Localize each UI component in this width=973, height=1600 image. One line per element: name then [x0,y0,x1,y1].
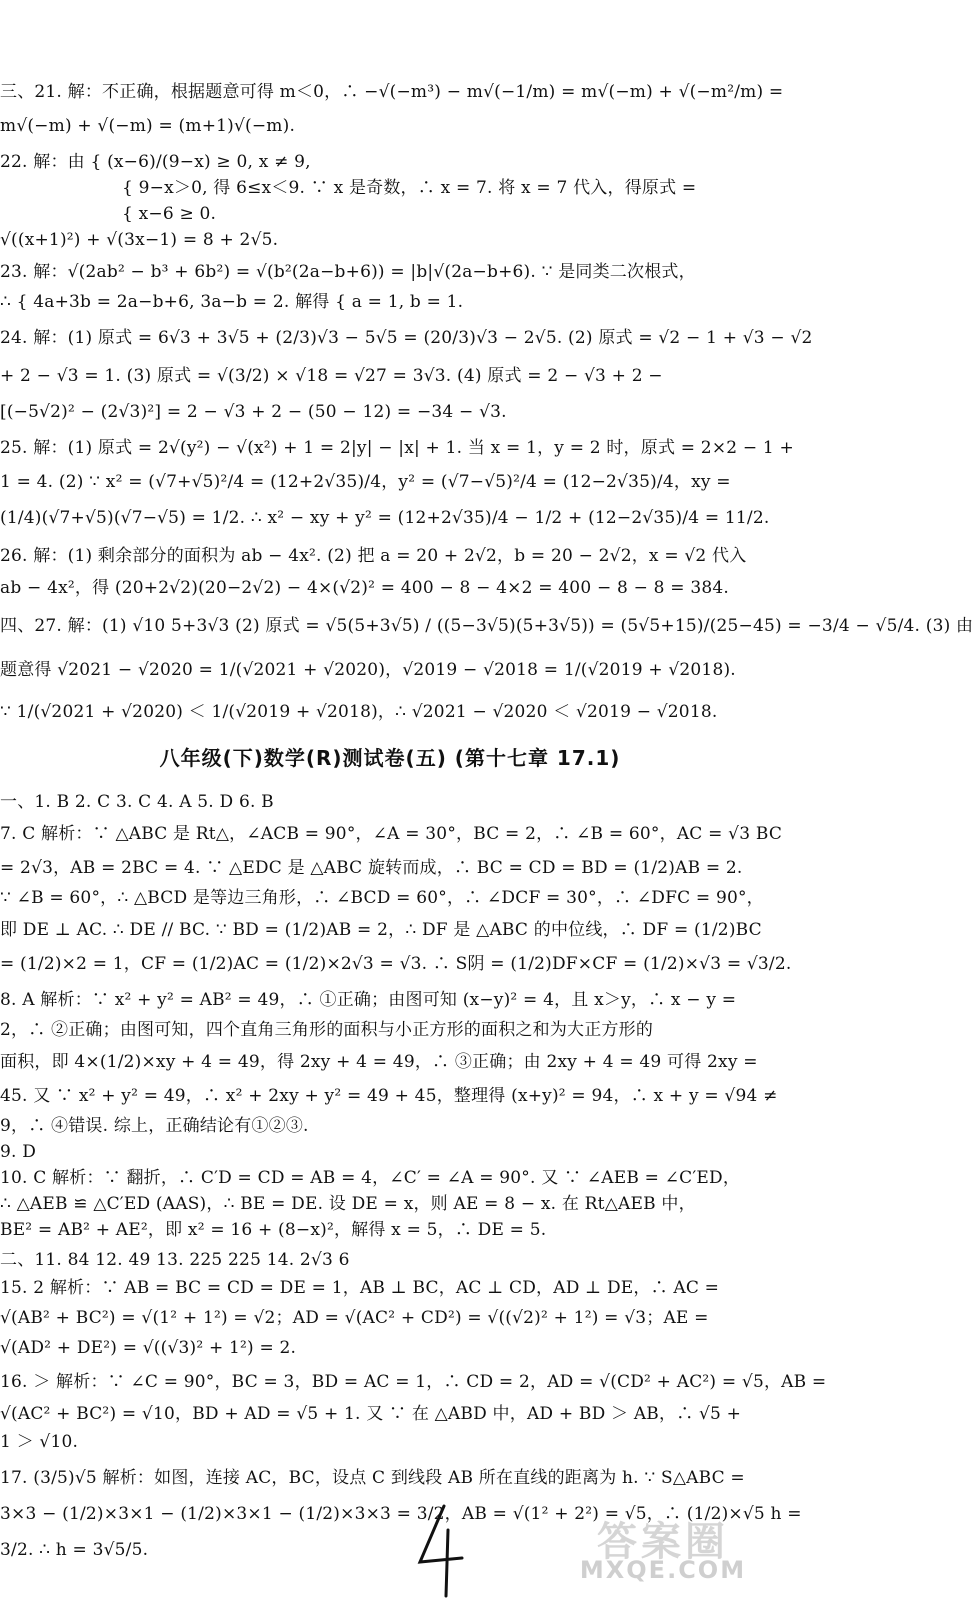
text-line: √(AB² + BC²) = √(1² + 1²) = √2；AD = √(AC² + CD²) = √((√2)² + 1²) = √3；AE = [0,1308,709,1328]
text-line: 25. 解：(1) 原式 = 2√(y²) − √(x²) + 1 = 2|y| − |x| + 1. 当 x = 1，y = 2 时，原式 = 2×2 − 1 + [0,438,794,458]
text-line: 24. 解：(1) 原式 = 6√3 + 3√5 + (2/3)√3 − 5√5 = (20/3)√3 − 2√5. (2) 原式 = √2 − 1 + √3 − √2 [0,328,813,348]
watermark-text: 答案圈 [597,1519,729,1565]
text-line: 四、27. 解：(1) √10 5+3√3 (2) 原式 = √5(5+3√5) / ((5−3√5)(5+3√5)) = (5√5+15)/(25−45) = −3/4 − √5/4. (3) 由 [0,616,973,636]
text-line: 7. C 解析：∵ △ABC 是 Rt△，∠ACB = 90°，∠A = 30°，BC = 2，∴ ∠B = 60°，AC = √3 BC [0,824,783,844]
text-line: 45. 又 ∵ x² + y² = 49，∴ x² + 2xy + y² = 49 + 45，整理得 (x+y)² = 94，∴ x + y = √94 ≠ [0,1086,778,1106]
text-line: ∵ ∠B = 60°，∴ △BCD 是等边三角形，∴ ∠BCD = 60°，∴ ∠DCF = 30°，∴ ∠DFC = 90°， [0,888,764,908]
text-line: 16. ＞ 解析：∵ ∠C = 90°，BC = 3，BD = AC = 1，∴ CD = 2，AD = √(CD² + AC²) = √5，AB = [0,1372,827,1392]
text-line: 26. 解：(1) 剩余部分的面积为 ab − 4x². (2) 把 a = 20 + 2√2，b = 20 − 2√2，x = √2 代入 [0,546,747,566]
section-heading: 八年级(下)数学(R)测试卷(五) (第十七章 17.1) [159,746,621,770]
text-line: = (1/2)×2 = 1，CF = (1/2)AC = (1/2)×2√3 = √3. ∴ S阴 = (1/2)DF×CF = (1/2)×√3 = √3/2. [0,954,792,974]
text-line: [(−5√2)² − (2√3)²] = 2 − √3 + 2 − (50 − 12) = −34 − √3. [0,402,507,422]
text-line: 2，∴ ②正确；由图可知，四个直角三角形的面积与小正方形的面积之和为大正方形的 [0,1020,654,1040]
text-line: ∵ 1/(√2021 + √2020) ＜ 1/(√2019 + √2018)，∴ √2021 − √2020 ＜ √2019 − √2018. [0,702,718,722]
text-line: 三、21. 解：不正确，根据题意可得 m＜0，∴ −√(−m³) − m√(−1/m) = m√(−m) + √(−m²/m) = [0,82,784,102]
text-line: 17. (3/5)√5 解析：如图，连接 AC，BC，设点 C 到线段 AB 所在直线的距离为 h. ∵ S△ABC = [0,1468,745,1488]
text-line: 面积，即 4×(1/2)×xy + 4 = 49，得 2xy + 4 = 49，∴ ③正确；由 2xy + 4 = 49 可得 2xy = [0,1052,758,1072]
text-line: 8. A 解析：∵ x² + y² = AB² = 49，∴ ①正确；由图可知 (x−y)² = 4，且 x＞y，∴ x − y = [0,990,737,1010]
text-line: 二、11. 84 12. 49 13. 225 225 14. 2√3 6 [0,1250,350,1270]
text-line: { x−6 ≥ 0. [122,204,217,224]
text-line: 一、1. B 2. C 3. C 4. A 5. D 6. B [0,792,274,812]
text-line: 1 ＞ √10. [0,1432,79,1452]
text-line: ab − 4x²，得 (20+2√2)(20−2√2) − 4×(√2)² = 400 − 8 − 4×2 = 400 − 8 − 8 = 384. [0,578,729,598]
text-line: 即 DE ⊥ AC. ∴ DE // BC. ∵ BD = (1/2)AB = 2，∴ DF 是 △ABC 的中位线，∴ DF = (1/2)BC [0,920,762,940]
watermark-logo [568,1510,758,1584]
text-line: + 2 − √3 = 1. (3) 原式 = √(3/2) × √18 = √27 = 3√3. (4) 原式 = 2 − √3 + 2 − [0,366,663,386]
text-line: = 2√3，AB = 2BC = 4. ∵ △EDC 是 △ABC 旋转而成，∴ BC = CD = BD = (1/2)AB = 2. [0,858,743,878]
text-line: 15. 2 解析：∵ AB = BC = CD = DE = 1，AB ⊥ BC，AC ⊥ CD，AD ⊥ DE，∴ AC = [0,1278,720,1298]
text-line: (1/4)(√7+√5)(√7−√5) = 1/2. ∴ x² − xy + y² = (12+2√35)/4 − 1/2 + (12−2√35)/4 = 11/2. [0,508,770,528]
text-line: √(AC² + BC²) = √10，BD + AD = √5 + 1. 又 ∵ 在 △ABD 中，AD + BD ＞ AB，∴ √5 + [0,1404,742,1424]
text-line: ∴ △AEB ≌ △C′ED (AAS)，∴ BE = DE. 设 DE = x，则 AE = 8 − x. 在 Rt△AEB 中， [0,1194,696,1214]
text-line: 22. 解：由 { (x−6)/(9−x) ≥ 0, x ≠ 9, [0,152,311,172]
text-line: 9. D [0,1142,37,1162]
text-line: √(AD² + DE²) = √((√3)² + 1²) = 2. [0,1338,297,1358]
text-line: √((x+1)²) + √(3x−1) = 8 + 2√5. [0,230,279,250]
text-line: 23. 解：√(2ab² − b³ + 6b²) = √(b²(2a−b+6)) = |b|√(2a−b+6). ∵ 是同类二次根式， [0,262,696,282]
text-line: 3×3 − (1/2)×3×1 − (1/2)×3×1 − (1/2)×3×3 = 3/2，AB = √(1² + 2²) = √5，∴ (1/2)×√5 h = [0,1504,802,1524]
text-line: { 9−x＞0, 得 6≤x＜9. ∵ x 是奇数，∴ x = 7. 将 x = 7 代入，得原式 = [122,178,697,198]
watermark-url: MXQE.COM [579,1556,747,1584]
text-line: 9，∴ ④错误. 综上，正确结论有①②③. [0,1116,309,1136]
text-line: 题意得 √2021 − √2020 = 1/(√2021 + √2020)，√2019 − √2018 = 1/(√2019 + √2018). [0,660,736,680]
text-line: 10. C 解析：∵ 翻折，∴ C′D = CD = AB = 4，∠C′ = ∠A = 90°. 又 ∵ ∠AEB = ∠C′ED， [0,1168,741,1188]
handwritten-page-number [410,1500,470,1600]
text-line: m√(−m) + √(−m) = (m+1)√(−m). [0,116,296,136]
text-line: BE² = AB² + AE²，即 x² = 16 + (8−x)²，解得 x = 5，∴ DE = 5. [0,1220,547,1240]
text-line: ∴ { 4a+3b = 2a−b+6, 3a−b = 2. 解得 { a = 1, b = 1. [0,292,464,312]
text-line: 1 = 4. (2) ∵ x² = (√7+√5)²/4 = (12+2√35)/4，y² = (√7−√5)²/4 = (12−2√35)/4，xy = [0,472,731,492]
text-line: 3/2. ∴ h = 3√5/5. [0,1540,149,1560]
